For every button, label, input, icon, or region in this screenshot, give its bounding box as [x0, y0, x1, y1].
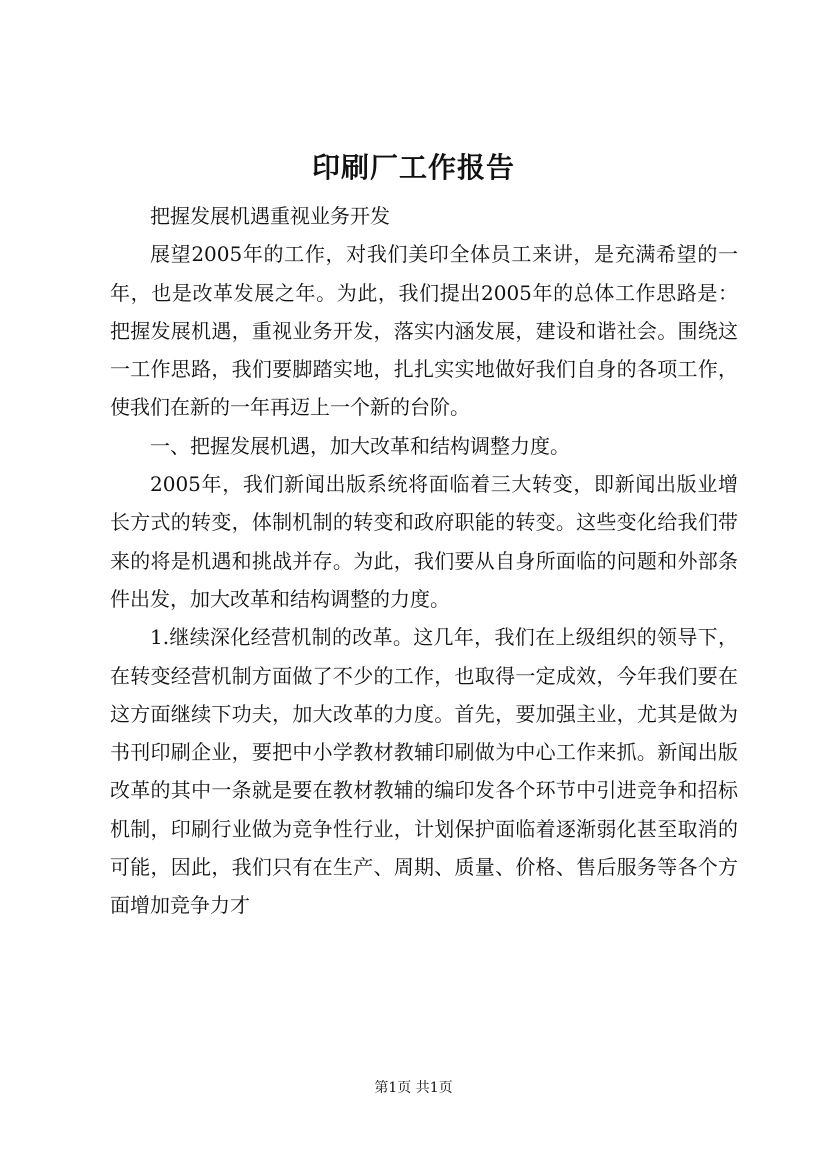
- paragraph-transformations: 2005年，我们新闻出版系统将面临着三大转变，即新闻出版业增长方式的转变，体制机制的转变和政府职能的转变。这些变化给我们带来的将是机遇和挑战并存。为此，我们要从自身所面临的问题和外部条件出发，加大改革和结构调整的力度。: [110, 472, 738, 611]
- paragraph-section-heading: 一、把握发展机遇，加大改革和结构调整力度。: [150, 433, 570, 458]
- paragraph-outlook: 展望2005年的工作，对我们美印全体员工来讲，是充满希望的一年，也是改革发展之年。为此，我们提出2005年的总体工作思路是：把握发展机遇，重视业务开发，落实内涵发展，建设和谐社会。围绕这一工作思路，我们要脚踏实地，扎扎实实地做好我们自身的各项工作，使我们在新的一年再迈上一个新的台阶。: [110, 242, 738, 420]
- document-title: 印刷厂工作报告: [311, 151, 515, 184]
- paragraph-subtitle: 把握发展机遇重视业务开发: [150, 204, 390, 228]
- document-body: [110, 197, 738, 925]
- paragraph-reform: 1.继续深化经营机制的改革。这几年，我们在上级组织的领导下，在转变经营机制方面做了不少的工作，也取得一定成效，今年我们要在这方面继续下功夫，加大改革的力度。首先，要加强主业，尤其是做为书刊印刷企业，要把中小学教材教辅印刷做为中心工作来抓。新闻出版改革的其中一条就是要在教材教辅的编印发各个环节中引进竞争和招标机制，印刷行业做为竞争性行业，计划保护面临着逐渐弱化甚至取消的可能，因此，我们只有在生产、周期、质量、价格、售后服务等各个方面增加竞争力才: [110, 625, 738, 918]
- page-footer: 第1页 共1页: [374, 1080, 453, 1096]
